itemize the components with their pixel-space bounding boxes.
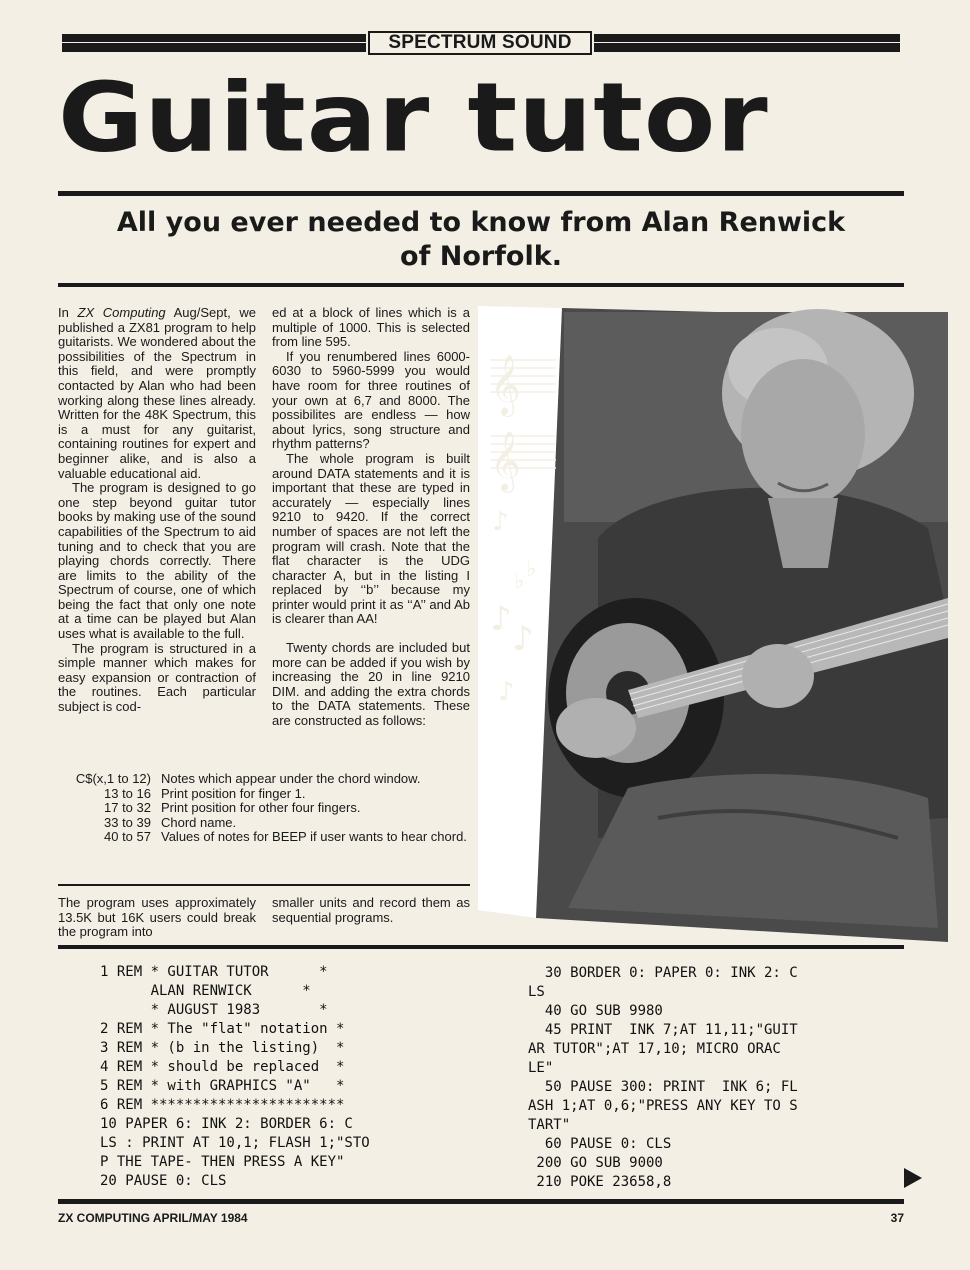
chord-data-table [58,772,468,845]
table-row: C$(x,1 to 12) Notes which appear under the chord window. [75,771,421,786]
treble-clef-icon: 𝄞 [490,431,521,491]
table-rule [58,884,470,886]
music-notes-graphic [484,330,562,920]
article-column-2 [272,306,470,729]
program-listing-right: 30 BORDER 0: PAPER 0: INK 2: C LS 40 GO SUB 9980 45 PRINT INK 7;AT 11,11;"GUIT AR TUTOR";AT 17,10; MICRO ORAC LE" 50 PAUSE 300: PRINT INK 6; FL ASH 1;AT 0,6;"PRESS ANY KEY TO S TART" 60 PAUSE 0: CLS 200 GO SUB 9000 210 POKE 23658,8 [528,965,798,1190]
listing-rule [58,945,904,949]
flat-icon: ♭ [514,569,525,594]
article-subtitle [62,206,900,274]
eighth-note-icon: ♪ [490,599,512,639]
footer-magazine: ZX COMPUTING APRIL/MAY 1984 [58,1211,248,1225]
bottom-column-1: The program uses approximately 13.5K but 16K users could break the program into [58,895,256,940]
header-bar-left [62,34,366,52]
eighth-note-icon: ♪ [498,677,515,707]
continue-arrow-icon [904,1168,922,1188]
paragraph: ed at a block of lines which is a multiple of 1000. This is selected from line 595. [272,305,470,350]
footer-rule [58,1199,904,1204]
paragraph: The whole program is built around DATA statements and it is important that these are typed in accurately — especially lines 9210 to 9420. If the correct number of spaces are not left the program will crash. Note that the flat character is the UDG character A, but in the listing I replaced by ‘‘b’’ because my printer would print it as ‘‘A’’ and Ab is clearer than AA! [272,450,470,627]
article-title: Guitar tutor [58,61,769,174]
magazine-name: ZX Computing [77,305,166,320]
bottom-column-2: smaller units and record them as sequential programs. [272,895,470,925]
treble-clef-icon: 𝄞 [490,355,521,415]
title-rule [58,191,904,196]
article-column-1 [58,306,256,715]
paragraph: The program is designed to go one step beyond guitar tutor books by making use of the sound capabilities of the Spectrum to aid tuning and to check that you are playing chords correctly. There are limits to the ability of the Spectrum of course, one of which being the fact that only one note at a time can be played but Alan uses what is available to the full. [58,480,256,642]
table-row: 13 to 16 Print position for finger 1. [104,785,306,801]
flat-icon: ♭ [526,557,537,582]
paragraph: The program is structured in a simple manner which makes for easy expansion or contraction of the routines. Each particular subject is cod- [58,640,256,715]
page-number: 37 [890,1211,904,1225]
program-listing-left: 1 REM * GUITAR TUTOR * ALAN RENWICK * * AUGUST 1983 * 2 REM * The "flat" notation * 3 REM * (b in the listing) * 4 REM * should be replaced * 5 REM * with GRAPHICS "A" * 6 REM *********************** 10 PAPER 6: INK 2: BORDER 6: C LS : PRINT AT 10,1; FLASH 1;"STO P THE TAPE- THEN PRESS A KEY" 20 PAUSE 0: CLS [100,964,370,1189]
subtitle-line-2: of Norfolk. [400,241,562,272]
table-row: 17 to 32 Print position for other four fingers. [104,800,361,816]
subtitle-line-1: All you ever needed to know from Alan Renwick [116,207,846,238]
eighth-note-icon: ♪ [492,507,509,537]
paragraph: If you renumbered lines 6000-6030 to 5960-5999 you would have room for three routines of your own at 6,7 and 8000. The possibilites are endless — how about lyrics, song structure and rhythm patterns? [272,348,470,452]
table-row: 40 to 57 Values of notes for BEEP if user wants to hear chord. [104,829,467,845]
paragraph: In ZX Computing Aug/Sept, we published a ZX81 program to help guitarists. We wondered about the possibilities of the Spectrum in this field, and were promptly contacted by Alan who had been working along these lines already. Written for the 48K Spectrum, this is a must for any guitarist, containing routines for expert and beginner alike, and is also a valuable educational aid. [58,305,256,481]
paragraph: Twenty chords are included but more can be added if you wish by increasing the 20 in line 9210 DIM. and adding the extra chords to the DATA statements. These are constructed as follows: [272,640,470,729]
subtitle-rule [58,283,904,287]
table-row: 33 to 39 Chord name. [104,814,237,830]
eighth-note-icon: ♪ [512,619,534,659]
header-bar-right [594,34,900,52]
section-label: SPECTRUM SOUND [368,31,592,55]
